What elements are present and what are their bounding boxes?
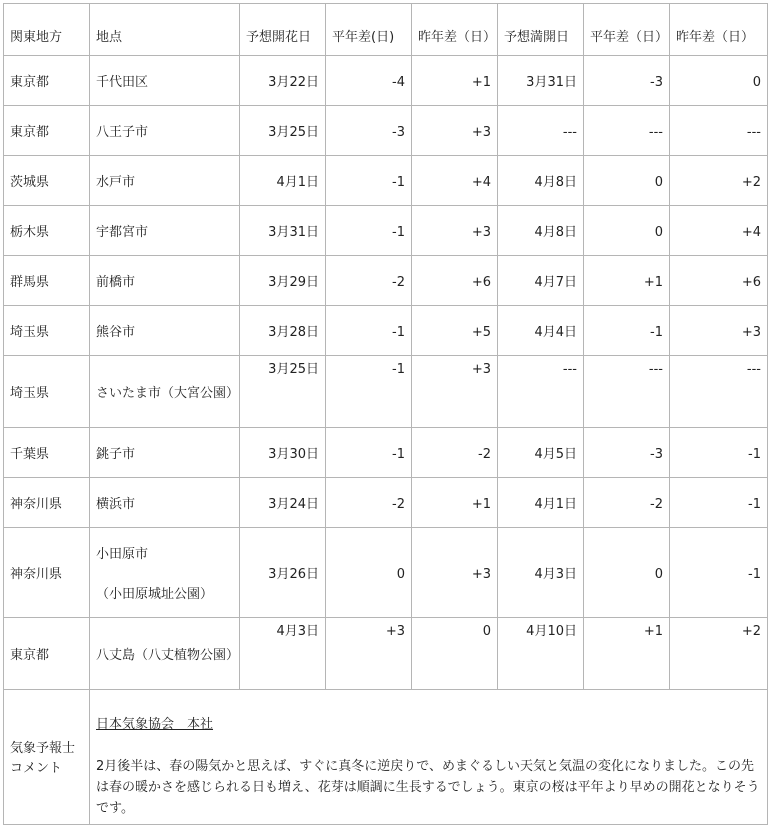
bloom-date-cell: 3月28日	[240, 306, 326, 356]
header-region: 関東地方	[4, 4, 90, 56]
bloom-normal-diff-cell: -4	[326, 56, 412, 106]
table-row	[4, 206, 768, 256]
location-cell	[90, 528, 240, 618]
bloom-normal-diff-cell: -1	[326, 306, 412, 356]
fullbloom-normal-diff-cell: +1	[584, 618, 670, 690]
table-row	[4, 56, 768, 106]
header-fullbloom-date: 予想満開日	[498, 4, 584, 56]
region-cell: 東京都	[4, 618, 90, 690]
sakura-forecast-table	[3, 3, 768, 825]
bloom-date-cell: 3月25日	[240, 356, 326, 428]
fullbloom-lastyear-diff-cell: +4	[670, 206, 768, 256]
fullbloom-normal-diff-cell: 0	[584, 156, 670, 206]
bloom-date-cell: 4月3日	[240, 618, 326, 690]
region-cell: 埼玉県	[4, 306, 90, 356]
bloom-normal-diff-cell: -2	[326, 478, 412, 528]
location-cell: さいたま市（大宮公園）	[90, 356, 240, 428]
bloom-date-cell: 3月31日	[240, 206, 326, 256]
fullbloom-date-cell: 4月10日	[498, 618, 584, 690]
bloom-normal-diff-cell: -3	[326, 106, 412, 156]
comment-body	[90, 690, 768, 825]
fullbloom-date-cell: 4月1日	[498, 478, 584, 528]
fullbloom-normal-diff-cell: ---	[584, 356, 670, 428]
fullbloom-lastyear-diff-cell: ---	[670, 106, 768, 156]
bloom-lastyear-diff-cell: +3	[412, 106, 498, 156]
fullbloom-lastyear-diff-cell: +2	[670, 618, 768, 690]
bloom-normal-diff-cell: -1	[326, 356, 412, 428]
comment-org: 日本気象協会 本社	[96, 717, 214, 732]
bloom-date-cell: 3月24日	[240, 478, 326, 528]
fullbloom-lastyear-diff-cell: +2	[670, 156, 768, 206]
fullbloom-date-cell: 4月8日	[498, 206, 584, 256]
bloom-normal-diff-cell: -2	[326, 256, 412, 306]
bloom-normal-diff-cell: -1	[326, 156, 412, 206]
bloom-date-cell: 3月30日	[240, 428, 326, 478]
header-fullbloom-normal-diff: 平年差（日）	[584, 4, 670, 56]
fullbloom-date-cell: 4月3日	[498, 528, 584, 618]
location-cell: 八丈島（八丈植物公園）	[90, 618, 240, 690]
bloom-normal-diff-cell: 0	[326, 528, 412, 618]
bloom-lastyear-diff-cell: +5	[412, 306, 498, 356]
fullbloom-normal-diff-cell: -1	[584, 306, 670, 356]
region-cell: 茨城県	[4, 156, 90, 206]
location-subname: （小田原城址公園）	[96, 586, 214, 602]
fullbloom-date-cell: ---	[498, 106, 584, 156]
fullbloom-lastyear-diff-cell: -1	[670, 478, 768, 528]
location-cell: 千代田区	[90, 56, 240, 106]
table-row	[4, 618, 768, 690]
fullbloom-lastyear-diff-cell: -1	[670, 528, 768, 618]
region-cell: 栃木県	[4, 206, 90, 256]
bloom-date-cell: 3月26日	[240, 528, 326, 618]
table-row	[4, 478, 768, 528]
region-cell: 東京都	[4, 106, 90, 156]
fullbloom-normal-diff-cell: 0	[584, 206, 670, 256]
region-cell: 神奈川県	[4, 478, 90, 528]
fullbloom-normal-diff-cell: ---	[584, 106, 670, 156]
fullbloom-date-cell: 4月4日	[498, 306, 584, 356]
region-cell: 神奈川県	[4, 528, 90, 618]
table-row	[4, 156, 768, 206]
region-cell: 千葉県	[4, 428, 90, 478]
header-fullbloom-lastyear-diff: 昨年差（日）	[670, 4, 768, 56]
fullbloom-lastyear-diff-cell: +6	[670, 256, 768, 306]
table-row	[4, 528, 768, 618]
location-cell: 前橋市	[90, 256, 240, 306]
location-name: 小田原市	[96, 546, 149, 562]
fullbloom-date-cell: 4月8日	[498, 156, 584, 206]
fullbloom-normal-diff-cell: -3	[584, 428, 670, 478]
header-bloom-lastyear-diff: 昨年差（日）	[412, 4, 498, 56]
bloom-normal-diff-cell: -1	[326, 206, 412, 256]
bloom-lastyear-diff-cell: +3	[412, 356, 498, 428]
bloom-lastyear-diff-cell: +3	[412, 206, 498, 256]
bloom-normal-diff-cell: -1	[326, 428, 412, 478]
fullbloom-date-cell: 3月31日	[498, 56, 584, 106]
fullbloom-lastyear-diff-cell: ---	[670, 356, 768, 428]
table-row	[4, 106, 768, 156]
bloom-lastyear-diff-cell: +3	[412, 528, 498, 618]
comment-label: 気象予報士コメント	[4, 690, 90, 825]
fullbloom-normal-diff-cell: +1	[584, 256, 670, 306]
fullbloom-lastyear-diff-cell: +3	[670, 306, 768, 356]
bloom-lastyear-diff-cell: +4	[412, 156, 498, 206]
bloom-date-cell: 3月29日	[240, 256, 326, 306]
location-cell: 熊谷市	[90, 306, 240, 356]
location-cell: 銚子市	[90, 428, 240, 478]
fullbloom-lastyear-diff-cell: 0	[670, 56, 768, 106]
comment-row	[4, 690, 768, 825]
location-cell: 横浜市	[90, 478, 240, 528]
fullbloom-date-cell: ---	[498, 356, 584, 428]
bloom-date-cell: 3月25日	[240, 106, 326, 156]
region-cell: 群馬県	[4, 256, 90, 306]
fullbloom-normal-diff-cell: -2	[584, 478, 670, 528]
header-bloom-date: 予想開花日	[240, 4, 326, 56]
region-cell: 埼玉県	[4, 356, 90, 428]
location-cell: 宇都宮市	[90, 206, 240, 256]
region-cell: 東京都	[4, 56, 90, 106]
bloom-lastyear-diff-cell: -2	[412, 428, 498, 478]
fullbloom-normal-diff-cell: 0	[584, 528, 670, 618]
header-bloom-normal-diff: 平年差(日)	[326, 4, 412, 56]
location-cell: 八王子市	[90, 106, 240, 156]
bloom-date-cell: 3月22日	[240, 56, 326, 106]
bloom-lastyear-diff-cell: +1	[412, 56, 498, 106]
comment-text: 2月後半は、春の陽気かと思えば、すぐに真冬に逆戻りで、めまぐるしい天気と気温の変化になりました。この先は春の暖かさを感じられる日も増え、花芽は順調に生長するでしょう。東京の桜は平年より早めの開花となりそうです。	[96, 759, 760, 816]
table-row	[4, 256, 768, 306]
table-row	[4, 306, 768, 356]
table-row	[4, 428, 768, 478]
fullbloom-normal-diff-cell: -3	[584, 56, 670, 106]
header-location: 地点	[90, 4, 240, 56]
bloom-date-cell: 4月1日	[240, 156, 326, 206]
table-row	[4, 356, 768, 428]
table-header-row	[4, 4, 768, 56]
fullbloom-lastyear-diff-cell: -1	[670, 428, 768, 478]
location-cell: 水戸市	[90, 156, 240, 206]
fullbloom-date-cell: 4月7日	[498, 256, 584, 306]
fullbloom-date-cell: 4月5日	[498, 428, 584, 478]
bloom-lastyear-diff-cell: +6	[412, 256, 498, 306]
bloom-lastyear-diff-cell: +1	[412, 478, 498, 528]
bloom-lastyear-diff-cell: 0	[412, 618, 498, 690]
bloom-normal-diff-cell: +3	[326, 618, 412, 690]
